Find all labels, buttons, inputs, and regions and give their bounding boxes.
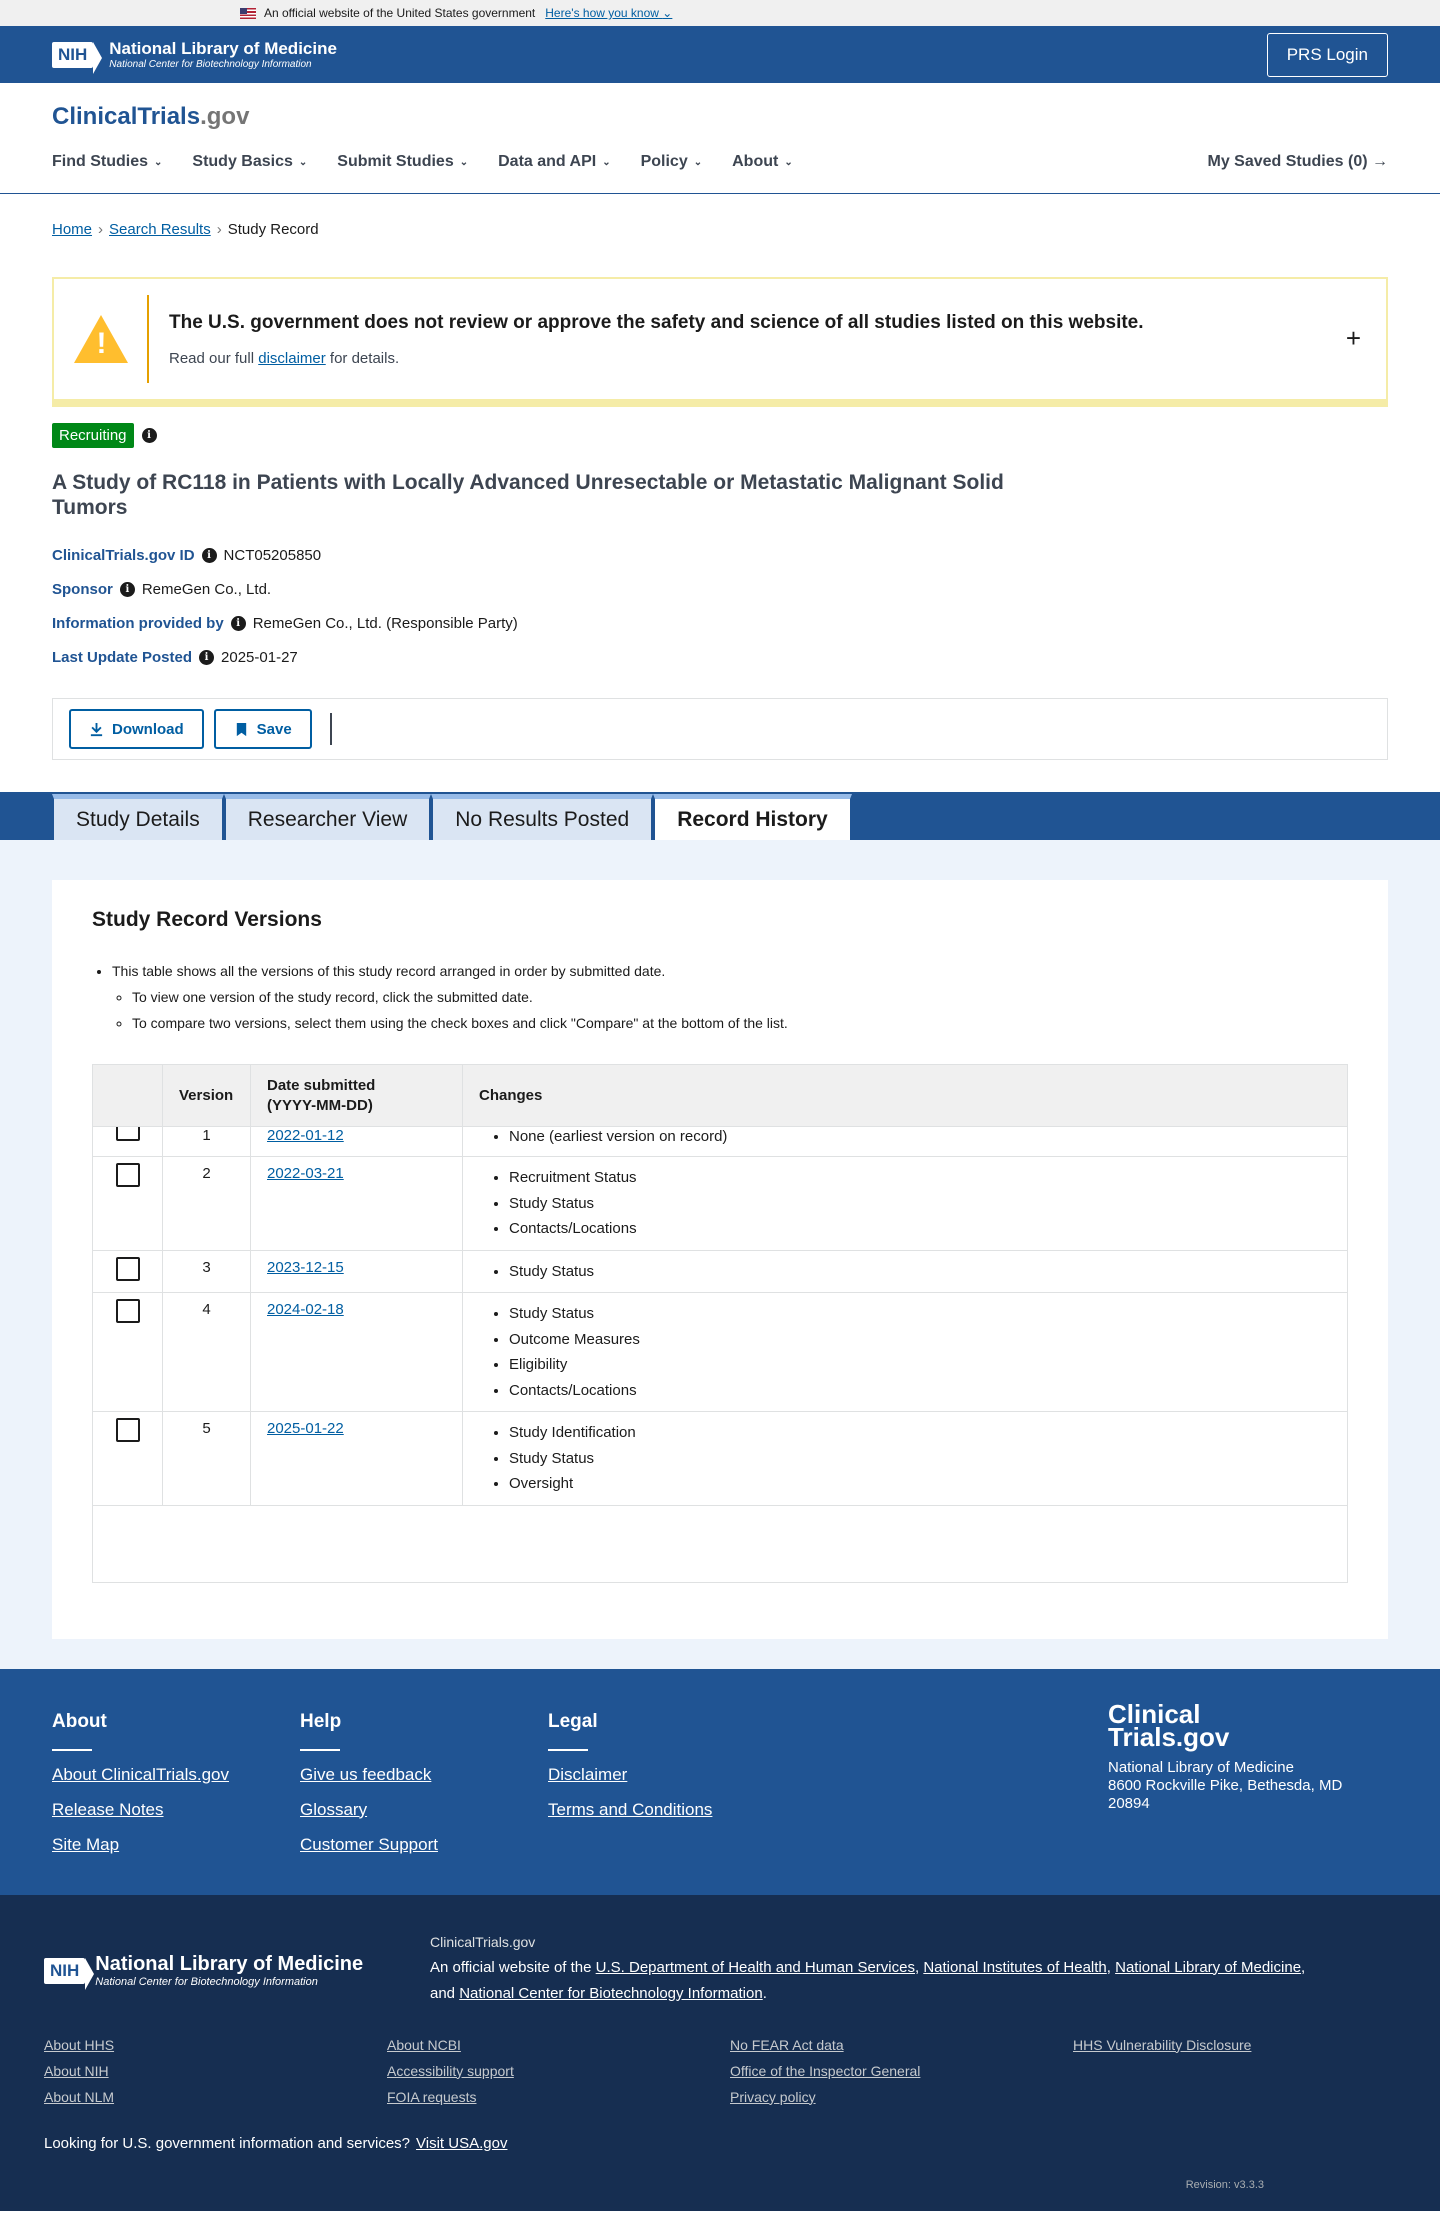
footer-col-legal: Legal Disclaimer Terms and Conditions bbox=[548, 1711, 796, 1870]
ncbi-link[interactable]: National Center for Biotechnology Information bbox=[459, 1984, 763, 2002]
info-icon[interactable]: i bbox=[202, 548, 217, 563]
version-checkbox[interactable] bbox=[116, 1257, 140, 1281]
chevron-down-icon: ⌄ bbox=[154, 156, 163, 168]
expand-plus-icon[interactable]: + bbox=[1345, 323, 1361, 353]
arrow-right-icon: → bbox=[1372, 153, 1388, 170]
footer-policy-link[interactable]: HHS Vulnerability Disclosure bbox=[1073, 2036, 1252, 2053]
chevron-down-icon: ⌄ bbox=[693, 156, 703, 168]
change-item: • Recruitment Status bbox=[509, 1165, 1347, 1191]
site-header bbox=[0, 83, 1440, 194]
nav-submit-studies[interactable]: Submit Studies ⌄ bbox=[337, 153, 469, 170]
nav-policy[interactable]: Policy ⌄ bbox=[640, 153, 703, 170]
footer-link[interactable]: About ClinicalTrials.gov bbox=[52, 1764, 229, 1784]
nav-find-studies[interactable]: Find Studies ⌄ bbox=[52, 153, 163, 170]
version-checkbox[interactable] bbox=[116, 1163, 140, 1187]
download-icon bbox=[89, 722, 104, 737]
change-item: • Oversight bbox=[509, 1471, 1347, 1497]
version-checkbox[interactable] bbox=[116, 1418, 140, 1442]
action-bar bbox=[52, 698, 1388, 760]
revision-text: Revision: v3.3.3 bbox=[1185, 2178, 1264, 2191]
footer-policy-link[interactable]: Privacy policy bbox=[730, 2088, 816, 2105]
breadcrumb bbox=[0, 194, 1440, 242]
footer-col-about: About About ClinicalTrials.gov Release Notes Site Map bbox=[52, 1711, 300, 1870]
nav-study-basics[interactable]: Study Basics ⌄ bbox=[192, 153, 308, 170]
disclaimer-link[interactable]: disclaimer bbox=[258, 349, 326, 367]
bookmark-icon bbox=[234, 722, 249, 737]
tab-study-details[interactable]: Study Details bbox=[52, 794, 224, 840]
change-item: • Study Status bbox=[509, 1191, 1347, 1217]
footer-secondary bbox=[0, 1895, 1440, 2211]
table-row bbox=[93, 1127, 1347, 1157]
version-number: 1 bbox=[163, 1127, 251, 1156]
version-date-link[interactable]: 2025-01-22 bbox=[267, 1420, 344, 1437]
disclaimer-title: The U.S. government does not review or approve the safety and science of all studies listed on this website. bbox=[169, 311, 1144, 333]
save-button[interactable]: Save bbox=[214, 709, 312, 749]
table-spacer bbox=[93, 1506, 1347, 1582]
gov-banner-text: An official website of the United States government bbox=[264, 6, 536, 20]
change-item: • Contacts/Locations bbox=[509, 1216, 1347, 1242]
footer-policy-link[interactable]: About NIH bbox=[44, 2062, 109, 2079]
nih-link[interactable]: National Institutes of Health bbox=[923, 1958, 1107, 1976]
instruction-compare: ◦ To compare two versions, select them using the check boxes and click "Compare" at the bottom of the list. bbox=[132, 1010, 1348, 1036]
divider bbox=[330, 713, 332, 745]
footer-policy-link[interactable]: About NLM bbox=[44, 2088, 115, 2105]
my-saved-studies-link[interactable]: My Saved Studies (0) → bbox=[1207, 153, 1388, 170]
main-nav bbox=[52, 131, 1388, 193]
version-date-link[interactable]: 2023-12-15 bbox=[267, 1258, 344, 1276]
chevron-down-icon: ⌄ bbox=[662, 6, 673, 20]
warning-icon: ! bbox=[74, 315, 128, 363]
nih-logo-mark: NIH bbox=[44, 1958, 85, 1984]
versions-heading: Study Record Versions bbox=[92, 908, 322, 931]
change-item: • Outcome Measures bbox=[509, 1327, 1347, 1353]
version-date-link[interactable]: 2022-03-21 bbox=[267, 1165, 344, 1182]
table-row bbox=[93, 1412, 1347, 1506]
usa-gov-link[interactable]: Visit USA.gov bbox=[416, 2134, 508, 2152]
footer-link[interactable]: Terms and Conditions bbox=[548, 1799, 713, 1819]
us-flag-icon bbox=[240, 8, 256, 19]
footer-brand bbox=[1108, 1698, 1343, 1813]
hhs-link[interactable]: U.S. Department of Health and Human Services bbox=[595, 1958, 915, 1976]
meta-value-provided-by: RemeGen Co., Ltd. (Responsible Party) bbox=[252, 614, 518, 632]
col-date-submitted: Date submitted (YYYY-MM-DD) bbox=[251, 1065, 463, 1126]
version-number: 4 bbox=[163, 1293, 251, 1411]
status-badge: Recruiting bbox=[52, 423, 134, 448]
instruction-view: ◦ To view one version of the study record, click the submitted date. bbox=[132, 984, 1348, 1010]
versions-card bbox=[52, 880, 1388, 1639]
footer-link[interactable]: Site Map bbox=[52, 1834, 120, 1854]
change-item: • Study Identification bbox=[509, 1420, 1347, 1446]
how-you-know-link[interactable]: Here's how you know ⌄ bbox=[545, 6, 673, 20]
study-title: A Study of RC118 in Patients with Locally Advanced Unresectable or Metastatic Malignant Solid Tumors bbox=[52, 471, 1004, 519]
nav-data-and-api[interactable]: Data and API ⌄ bbox=[498, 153, 611, 170]
breadcrumb-home[interactable]: Home bbox=[52, 220, 93, 238]
tab-researcher-view[interactable]: Researcher View bbox=[224, 794, 432, 840]
nav-about[interactable]: About ⌄ bbox=[732, 153, 793, 170]
col-version: Version bbox=[163, 1065, 251, 1126]
footer-col-help: Help Give us feedback Glossary Customer Support bbox=[300, 1711, 548, 1870]
version-number: 5 bbox=[163, 1412, 251, 1505]
footer-nlm-logo[interactable]: NIH National Library of Medicine National Center for Biotechnology Information bbox=[44, 1929, 430, 2007]
chevron-down-icon: ⌄ bbox=[459, 156, 469, 168]
instruction-main: • This table shows all the versions of this study record arranged in order by submitted date. bbox=[112, 958, 1348, 984]
disclaimer-alert bbox=[52, 277, 1388, 407]
footer-link[interactable]: Give us feedback bbox=[300, 1764, 432, 1784]
footer-policy-links bbox=[44, 2037, 1396, 2105]
ncbi-subtitle: National Center for Biotechnology Information bbox=[109, 58, 312, 70]
clinicaltrials-logo[interactable]: ClinicalTrials.gov bbox=[52, 103, 250, 130]
footer-policy-link[interactable]: About NCBI bbox=[387, 2036, 461, 2053]
breadcrumb-search-results[interactable]: Search Results bbox=[109, 220, 211, 238]
meta-label-last-update: Last Update Posted bbox=[52, 648, 193, 666]
footer-clinicaltrials-logo[interactable]: Clinical Trials.gov bbox=[1108, 1698, 1230, 1752]
footer-policy-link[interactable]: Office of the Inspector General bbox=[730, 2062, 921, 2079]
chevron-down-icon: ⌄ bbox=[602, 156, 611, 168]
version-date-link[interactable]: 2022-01-12 bbox=[267, 1127, 344, 1144]
version-date-link[interactable]: 2024-02-18 bbox=[267, 1301, 344, 1318]
info-icon[interactable]: i bbox=[120, 582, 135, 597]
meta-value-sponsor: RemeGen Co., Ltd. bbox=[141, 580, 272, 598]
record-history-section bbox=[0, 840, 1440, 1669]
change-item: • Study Status bbox=[509, 1301, 1347, 1327]
table-header bbox=[93, 1065, 1347, 1127]
nlm-title: National Library of Medicine bbox=[109, 38, 337, 58]
footer-official-text: ClinicalTrials.gov An official website of the U.S. Department of Health and Human Services, National Institutes of Health, National Library of Medicine, and National Center for Biotechnology Information. bbox=[430, 1933, 1306, 2002]
study-tabs bbox=[0, 792, 1440, 840]
meta-value-id: NCT05205850 bbox=[223, 546, 322, 564]
download-button[interactable]: Download bbox=[69, 709, 204, 749]
nih-logo-mark: NIH bbox=[52, 42, 93, 68]
change-item: • None (earliest version on record) bbox=[509, 1127, 1347, 1147]
disclaimer-text: Read our full disclaimer for details. bbox=[169, 349, 400, 367]
study-meta bbox=[52, 538, 1388, 674]
footer-link[interactable]: Customer Support bbox=[300, 1834, 438, 1854]
col-changes: Changes bbox=[479, 1086, 543, 1104]
nih-header bbox=[0, 26, 1440, 83]
tab-no-results-posted[interactable]: No Results Posted bbox=[431, 794, 653, 840]
nlm-logo[interactable] bbox=[52, 40, 337, 70]
footer-policy-link[interactable]: About HHS bbox=[44, 2036, 115, 2053]
change-item: • Study Status bbox=[509, 1446, 1347, 1472]
version-checkbox[interactable] bbox=[116, 1127, 140, 1141]
chevron-down-icon: ⌄ bbox=[784, 156, 793, 168]
chevron-right-icon: › bbox=[98, 220, 104, 238]
table-row bbox=[93, 1293, 1347, 1412]
gov-banner bbox=[0, 0, 1440, 26]
footer-policy-link[interactable]: FOIA requests bbox=[387, 2088, 477, 2105]
table-row bbox=[93, 1251, 1347, 1294]
footer-link[interactable]: Disclaimer bbox=[548, 1764, 628, 1784]
meta-label-id: ClinicalTrials.gov ID bbox=[52, 546, 195, 564]
footer-link[interactable]: Release Notes bbox=[52, 1799, 164, 1819]
info-icon[interactable]: i bbox=[142, 428, 157, 443]
prs-login-button[interactable]: PRS Login bbox=[1267, 33, 1388, 77]
footer-policy-link[interactable]: Accessibility support bbox=[387, 2062, 514, 2079]
change-item: • Contacts/Locations bbox=[509, 1378, 1347, 1404]
usa-gov-line: Looking for U.S. government information and services? Visit USA.gov bbox=[44, 2134, 508, 2152]
meta-label-sponsor: Sponsor bbox=[52, 580, 113, 598]
footer-primary bbox=[0, 1669, 1440, 1895]
info-icon[interactable]: i bbox=[231, 616, 246, 631]
chevron-right-icon: › bbox=[216, 220, 222, 238]
meta-value-last-update: 2025-01-27 bbox=[221, 648, 298, 666]
version-number: 3 bbox=[163, 1251, 251, 1293]
chevron-down-icon: ⌄ bbox=[298, 156, 308, 168]
meta-label-provided-by: Information provided by bbox=[52, 614, 224, 632]
version-number: 2 bbox=[163, 1157, 251, 1250]
footer-link[interactable]: Glossary bbox=[300, 1799, 368, 1819]
nlm-link[interactable]: National Library of Medicine bbox=[1115, 1958, 1302, 1976]
version-checkbox[interactable] bbox=[116, 1299, 140, 1323]
footer-policy-link[interactable]: No FEAR Act data bbox=[730, 2036, 844, 2053]
versions-table bbox=[92, 1064, 1348, 1583]
table-row bbox=[93, 1157, 1347, 1251]
tab-record-history[interactable]: Record History bbox=[653, 794, 852, 840]
breadcrumb-current: Study Record bbox=[227, 220, 319, 238]
change-item: • Study Status bbox=[509, 1259, 1347, 1285]
info-icon[interactable]: i bbox=[199, 650, 214, 665]
study-header bbox=[0, 407, 1440, 674]
change-item: • Eligibility bbox=[509, 1352, 1347, 1378]
versions-instructions bbox=[92, 958, 1348, 1036]
footer-address: National Library of Medicine 8600 Rockville Pike, Bethesda, MD 20894 bbox=[1108, 1758, 1343, 1812]
